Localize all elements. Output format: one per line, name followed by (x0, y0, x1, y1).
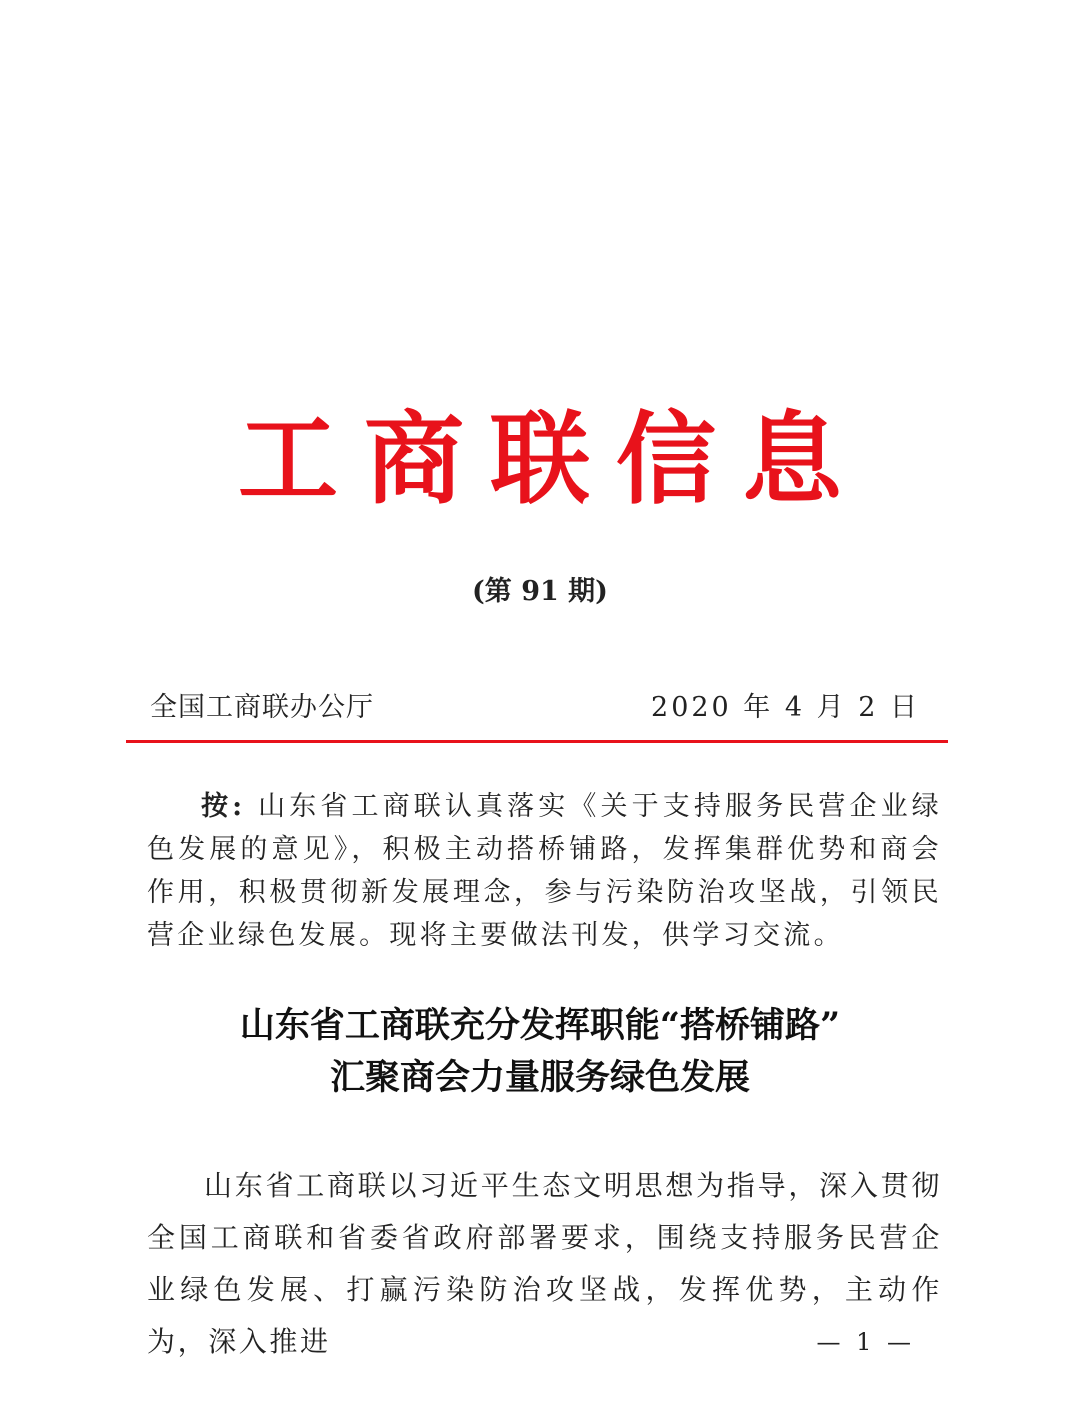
issue-number: (第 91 期) (472, 576, 608, 607)
page-number: — 1 — (816, 1328, 915, 1356)
masthead-title: 工商联信息 (238, 401, 868, 518)
note-text: 山东省工商联认真落实《关于支持服务民营企业绿色发展的意见》，积极主动搭桥铺路，发挥集群优势和商会作用，积极贯彻新发展理念，参与污染防治攻坚战，引领民营企业绿色发展。现将主要做法刊发，供学习交流。 (147, 791, 942, 951)
article-paragraph: 山东省工商联以习近平生态文明思想为指导，深入贯彻全国工商联和省委省政府部署要求，围绕支持服务民营企业绿色发展、打赢污染防治攻坚战，发挥优势，主动作为，深入推进 (147, 1169, 942, 1358)
editor-note (147, 785, 942, 957)
issuer-name: 全国工商联办公厅 (150, 692, 374, 723)
red-divider (126, 740, 948, 743)
issue-date: 2020 年 4 月 2 日 (651, 692, 920, 723)
article-title-line-1: 山东省工商联充分发挥职能“搭桥铺路” (239, 1005, 841, 1046)
article-title (0, 1000, 1080, 1104)
note-key: 按: (201, 791, 246, 822)
article-title-line-2: 汇聚商会力量服务绿色发展 (329, 1057, 750, 1098)
